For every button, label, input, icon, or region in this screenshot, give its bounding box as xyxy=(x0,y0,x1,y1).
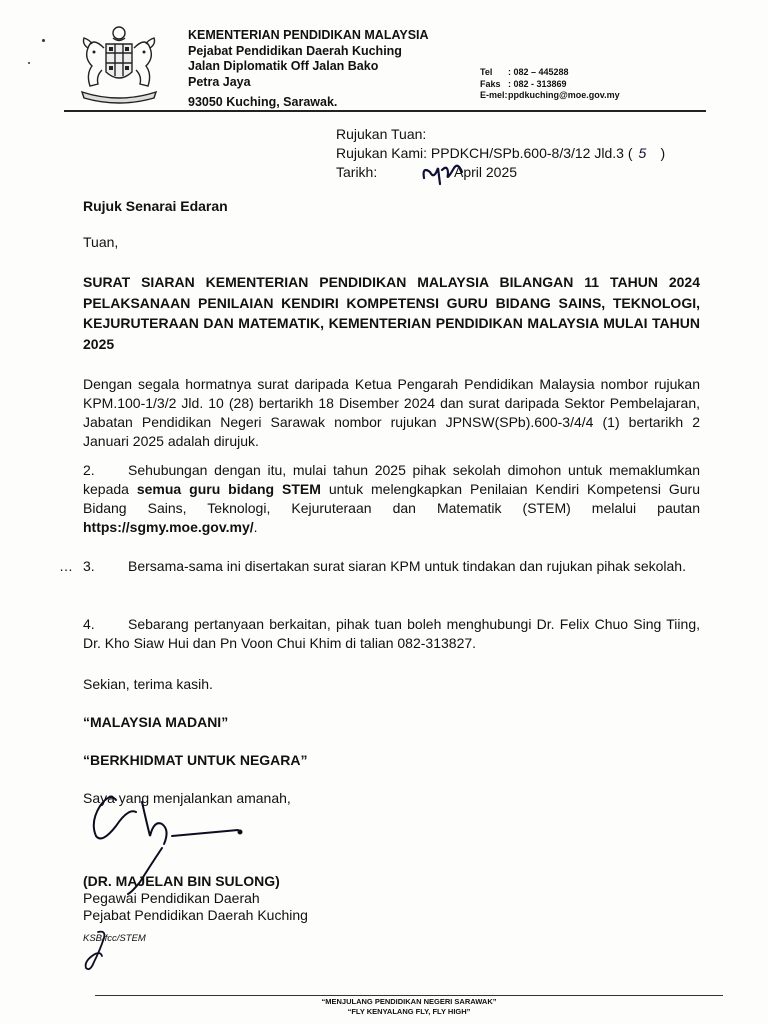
scan-speck xyxy=(42,39,45,42)
ministry-name: KEMENTERIAN PENDIDIKAN MALAYSIA xyxy=(188,28,429,42)
letter-subject: SURAT SIARAN KEMENTERIAN PENDIDIKAN MALAYSIA BILANGAN 11 TAHUN 2024 PELAKSANAAN PENILAIAN KENDIRI KOMPETENSI GURU BIDANG SAINS, TEKNOLOGI, KEJURUTERAAN DAN MATEMATIK, KEMENTERIAN PENDIDIKAN MALAYSIA MULAI TAHUN 2025 xyxy=(83,274,700,352)
signer-block xyxy=(83,873,308,924)
signer-name: (DR. MAJELAN BIN SULONG) xyxy=(83,873,280,889)
margin-dots: … xyxy=(59,558,73,574)
paragraph-3 xyxy=(59,557,700,576)
address-line-1: Jalan Diplomatik Off Jalan Bako xyxy=(188,59,379,73)
handwritten-initials xyxy=(76,928,116,974)
paragraph-2 xyxy=(83,461,700,537)
paragraph-1: Dengan segala hormatnya surat daripada Ketua Pengarah Pendidikan Malaysia nombor rujukan KPM.100-1/3/2 Jld. 10 (28) bertarikh 18 Disember 2024 dan surat daripada Sektor Pembelajaran, Jabatan Pendidikan Negeri Sarawak nombor rujukan JPNSW(SPb).600-3/4/4 (1) bertarikh 2 Januari 2025 adalah dirujuk. xyxy=(83,376,700,449)
paragraph-3-text: Bersama-sama ini disertakan surat siaran KPM untuk tindakan dan rujukan pihak sekolah. xyxy=(128,558,686,574)
your-reference: Rujukan Tuan: xyxy=(336,126,427,142)
yours-faithfully: Saya yang menjalankan amanah, xyxy=(83,790,291,806)
scan-speck xyxy=(28,62,30,64)
tel-label: Tel xyxy=(480,67,493,77)
footer-line-2: “FLY KENYALANG FLY, FLY HIGH” xyxy=(347,1007,471,1016)
closing-line: Sekian, terima kasih. xyxy=(83,676,213,692)
paragraph-4 xyxy=(83,615,700,653)
fax-label: Faks xyxy=(480,78,501,89)
reference-block xyxy=(336,125,665,182)
address-line-3: 93050 Kuching, Sarawak. xyxy=(188,95,338,109)
address-line-2: Petra Jaya xyxy=(188,74,251,89)
sgmy-link[interactable]: https://sgmy.moe.gov.my/ xyxy=(83,519,254,535)
paragraph-number: 3. xyxy=(83,558,95,574)
fax-value: : 082 - 313869 xyxy=(508,78,567,89)
footer-line-1: “MENJULANG PENDIDIKAN NEGERI SARAWAK” xyxy=(321,997,497,1006)
email-value[interactable]: ppdkuching@moe.gov.my xyxy=(508,90,620,100)
motto-berkhidmat: “BERKHIDMAT UNTUK NEGARA” xyxy=(83,752,308,768)
letterhead xyxy=(188,28,429,111)
salutation: Tuan, xyxy=(83,234,119,250)
contact-block xyxy=(480,67,620,102)
paragraph-2-emphasis: semua guru bidang STEM xyxy=(136,481,321,497)
handwritten-date-mark xyxy=(418,158,468,188)
signer-office: Pejabat Pendidikan Daerah Kuching xyxy=(83,907,308,923)
paragraph-4-text: Sebarang pertanyaan berkaitan, pihak tuan boleh menghubungi Dr. Felix Chuo Sing Tiing, Dr. Kho Siaw Hui dan Pn Voon Chui Khim di talian 082-313827. xyxy=(83,616,700,651)
our-reference xyxy=(336,144,665,163)
motto-malaysia-madani: “MALAYSIA MADANI” xyxy=(83,714,229,730)
coat-of-arms-logo xyxy=(64,22,174,108)
office-name: Pejabat Pendidikan Daerah Kuching xyxy=(188,43,402,58)
paragraph-number: 2. xyxy=(83,462,95,478)
signer-title: Pegawai Pendidikan Daerah xyxy=(83,890,260,906)
addressee: Rujuk Senarai Edaran xyxy=(83,198,228,214)
paragraph-2-text-a: Sehubungan dengan itu, mulai tahun 2025 pihak sekolah dimohon untuk memaklumkan kepada xyxy=(83,462,700,497)
tel-value: : 082 – 445288 xyxy=(508,67,569,77)
date-label: Tarikh: xyxy=(336,164,378,180)
our-reference-close: ) xyxy=(660,145,666,161)
our-reference-text: Rujukan Kami: PPDKCH/SPb.600-8/3/12 Jld.3 ( xyxy=(336,145,633,161)
date-row xyxy=(336,163,665,182)
email-label: E-mel: xyxy=(480,90,508,100)
date-value: April 2025 xyxy=(454,164,518,180)
header-divider xyxy=(64,110,706,112)
reference-initials: KSB/fcc/STEM xyxy=(83,933,146,944)
paragraph-number: 4. xyxy=(83,616,95,632)
footer-slogan xyxy=(95,997,723,1017)
paragraph-2-text-c: . xyxy=(253,519,258,535)
paragraph-2-text-b: untuk melengkapkan Penilaian Kendiri Kompetensi Guru Bidang Sains, Teknologi, Kejuruteraan dan Matematik (STEM) melalui pautan xyxy=(83,481,700,516)
handwritten-ref-number: 5 xyxy=(638,145,647,161)
footer-divider xyxy=(95,995,723,996)
